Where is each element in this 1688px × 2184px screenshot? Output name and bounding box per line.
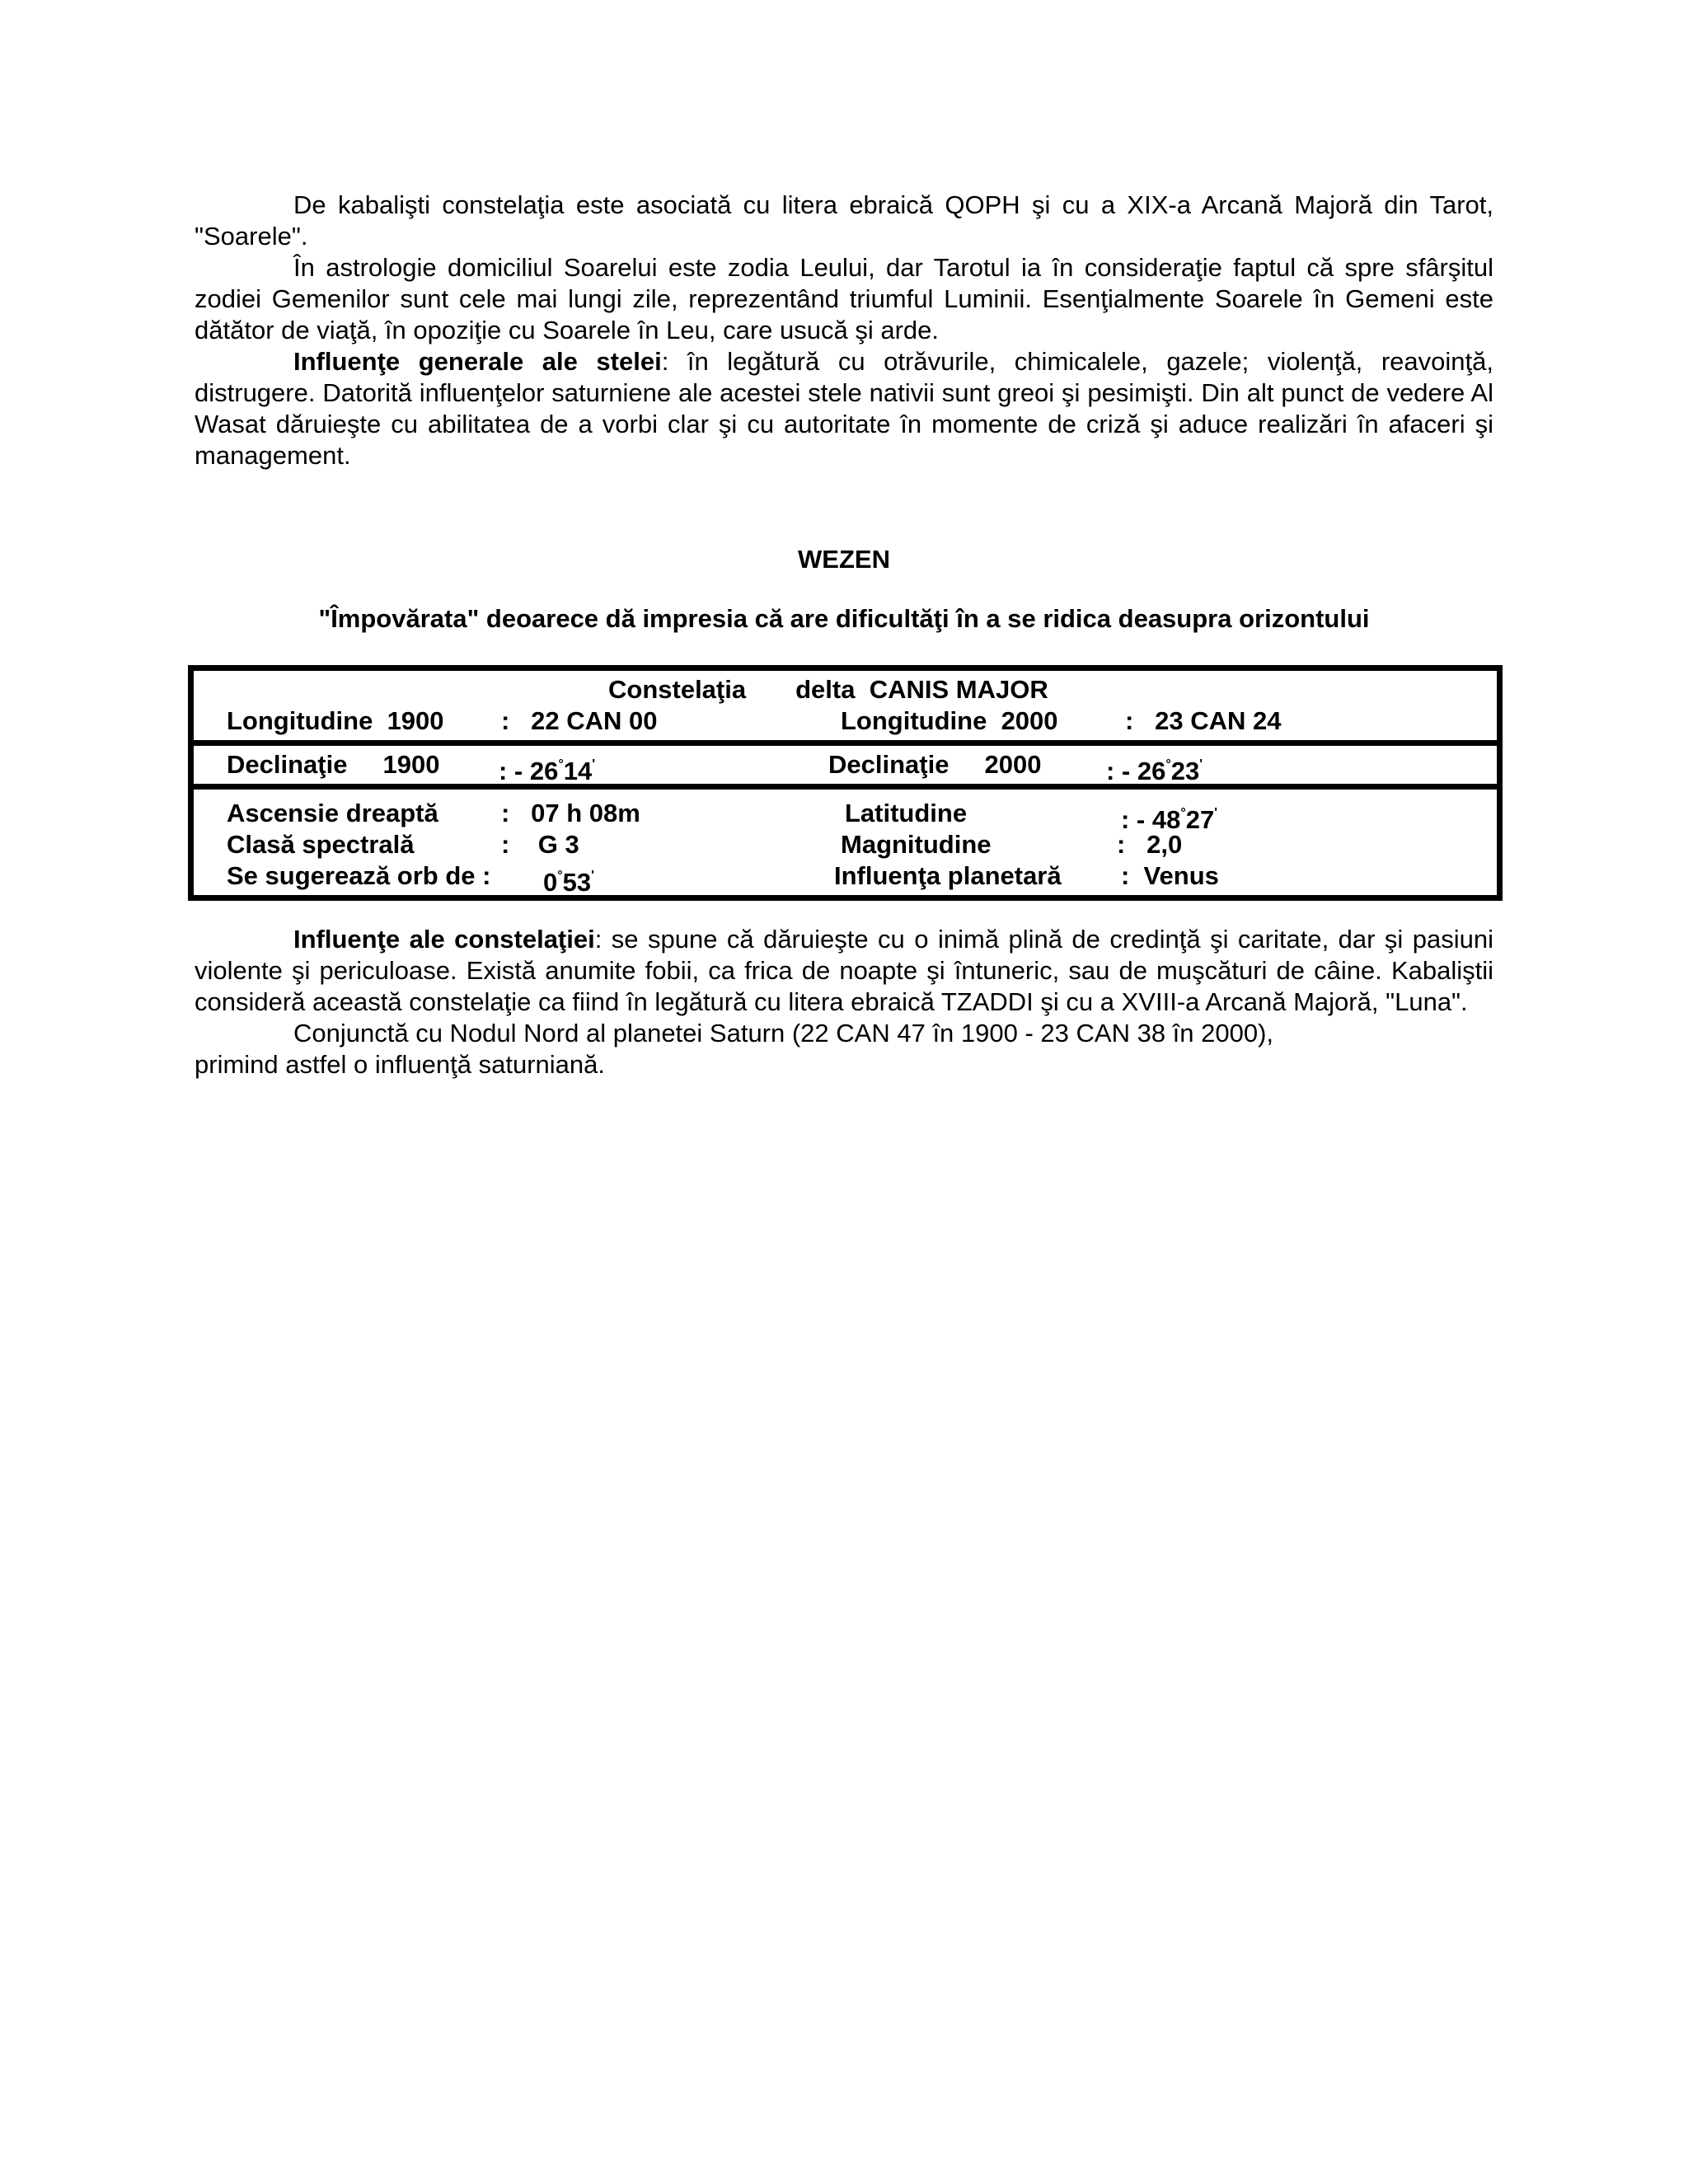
table-row-declination bbox=[191, 743, 1500, 787]
star-name: WEZEN bbox=[798, 545, 890, 574]
declination-line bbox=[227, 749, 1497, 785]
declination-1900-label: Declinaţie 1900 bbox=[227, 750, 440, 779]
right-ascension-value: : 07 h 08m bbox=[501, 799, 640, 827]
general-influences-text: : în legătură cu otrăvurile, chimicalele, gazele; violenţă, reavoinţă, distrugere. Datorită influenţelor saturniene ale acestei stele nativii sunt greoi şi pesimişti. Din alt punct de vedere Al Wasat dăruieşte cu abilitatea de a vorbi clar şi cu autoritate în momente de criză şi aduce realizări în afaceri şi management. bbox=[195, 347, 1493, 470]
longitude-1900-value: : 22 CAN 00 bbox=[501, 706, 658, 735]
orb-line bbox=[227, 860, 1497, 897]
declination-1900-value: : - 26°14' bbox=[499, 757, 596, 785]
intro-paragraph-1: De kabalişti constelaţia este asociată cu litera ebraică QOPH şi cu a XIX-a Arcană Majoră din Tarot, "Soarele". bbox=[195, 190, 1493, 251]
intro-paragraph-2: În astrologie domiciliul Soarelui este zodia Leului, dar Tarotul ia în consideraţie faptul că spre sfârşitul zodiei Gemenilor sunt cele mai lungi zile, reprezentând triumful Luminii. Esenţialmente Soarele în Gemeni este dătător de viaţă, în opoziţie cu Soarele în Leu, care usucă şi arde. bbox=[195, 253, 1493, 344]
outro-paragraph-2-line-1: Conjunctă cu Nodul Nord al planetei Saturn (22 CAN 47 în 1900 - 23 CAN 38 în 2000), bbox=[293, 1019, 1274, 1047]
declination-2000-label: Declinaţie 2000 bbox=[828, 750, 1042, 779]
table-row-properties bbox=[191, 787, 1500, 898]
orb-label: Se sugerează orb de : bbox=[227, 861, 491, 890]
outro-paragraph-2-line-2: primind astfel o influenţă saturniană. bbox=[195, 1050, 606, 1079]
longitude-2000-value: : 23 CAN 24 bbox=[1125, 706, 1282, 735]
intro-section bbox=[195, 190, 1493, 635]
declination-2000-value: : - 26°23' bbox=[1106, 757, 1203, 785]
outro-paragraph-1 bbox=[195, 924, 1493, 1018]
planetary-influence-value: : Venus bbox=[1121, 861, 1219, 890]
constellation-label: Constelaţia bbox=[608, 675, 747, 704]
orb-value: 0°53' bbox=[543, 868, 594, 897]
constellation-value: delta CANIS MAJOR bbox=[795, 675, 1048, 704]
spectral-line bbox=[227, 829, 1497, 860]
constellation-influences-heading: Influenţe ale constelaţiei bbox=[293, 925, 595, 954]
general-influences-heading: Influenţe generale ale stelei bbox=[293, 347, 662, 376]
spectral-class-label: Clasă spectrală bbox=[227, 830, 415, 859]
longitude-line bbox=[227, 705, 1497, 737]
outro-section bbox=[195, 924, 1493, 1080]
star-subtitle: "Împovărata" deoarece dă impresia că are dificultăţi în a se ridica deasupra orizontului bbox=[318, 604, 1370, 633]
star-data-table bbox=[188, 665, 1503, 901]
magnitude-label: Magnitudine bbox=[841, 830, 992, 859]
magnitude-value: : 2,0 bbox=[1117, 830, 1183, 859]
ascension-line bbox=[227, 798, 1497, 834]
planetary-influence-label: Influenţa planetară bbox=[834, 861, 1062, 890]
constellation-influences-text: : se spune că dăruieşte cu o inimă plină de credinţă şi caritate, dar şi pasiuni violente şi periculoase. Există anumite fobii, ca frica de noapte şi întuneric, sau de muşcături de câine. Kabaliştii consideră această constelaţie ca fiind în legătură cu litera ebraică TZADDI şi cu a XVIII-a Arcană Majoră, "Luna". bbox=[195, 925, 1493, 1016]
longitude-2000-label: Longitudine 2000 bbox=[841, 706, 1058, 735]
intro-paragraph-3 bbox=[195, 346, 1493, 471]
right-ascension-label: Ascensie dreaptă bbox=[227, 799, 438, 827]
constellation-line bbox=[227, 674, 1497, 705]
longitude-1900-label: Longitudine 1900 bbox=[227, 706, 444, 735]
spectral-class-value: : G 3 bbox=[501, 830, 579, 859]
latitude-label: Latitudine bbox=[845, 799, 968, 827]
table-row-longitude bbox=[191, 668, 1500, 743]
latitude-value: : - 48°27' bbox=[1121, 805, 1218, 834]
